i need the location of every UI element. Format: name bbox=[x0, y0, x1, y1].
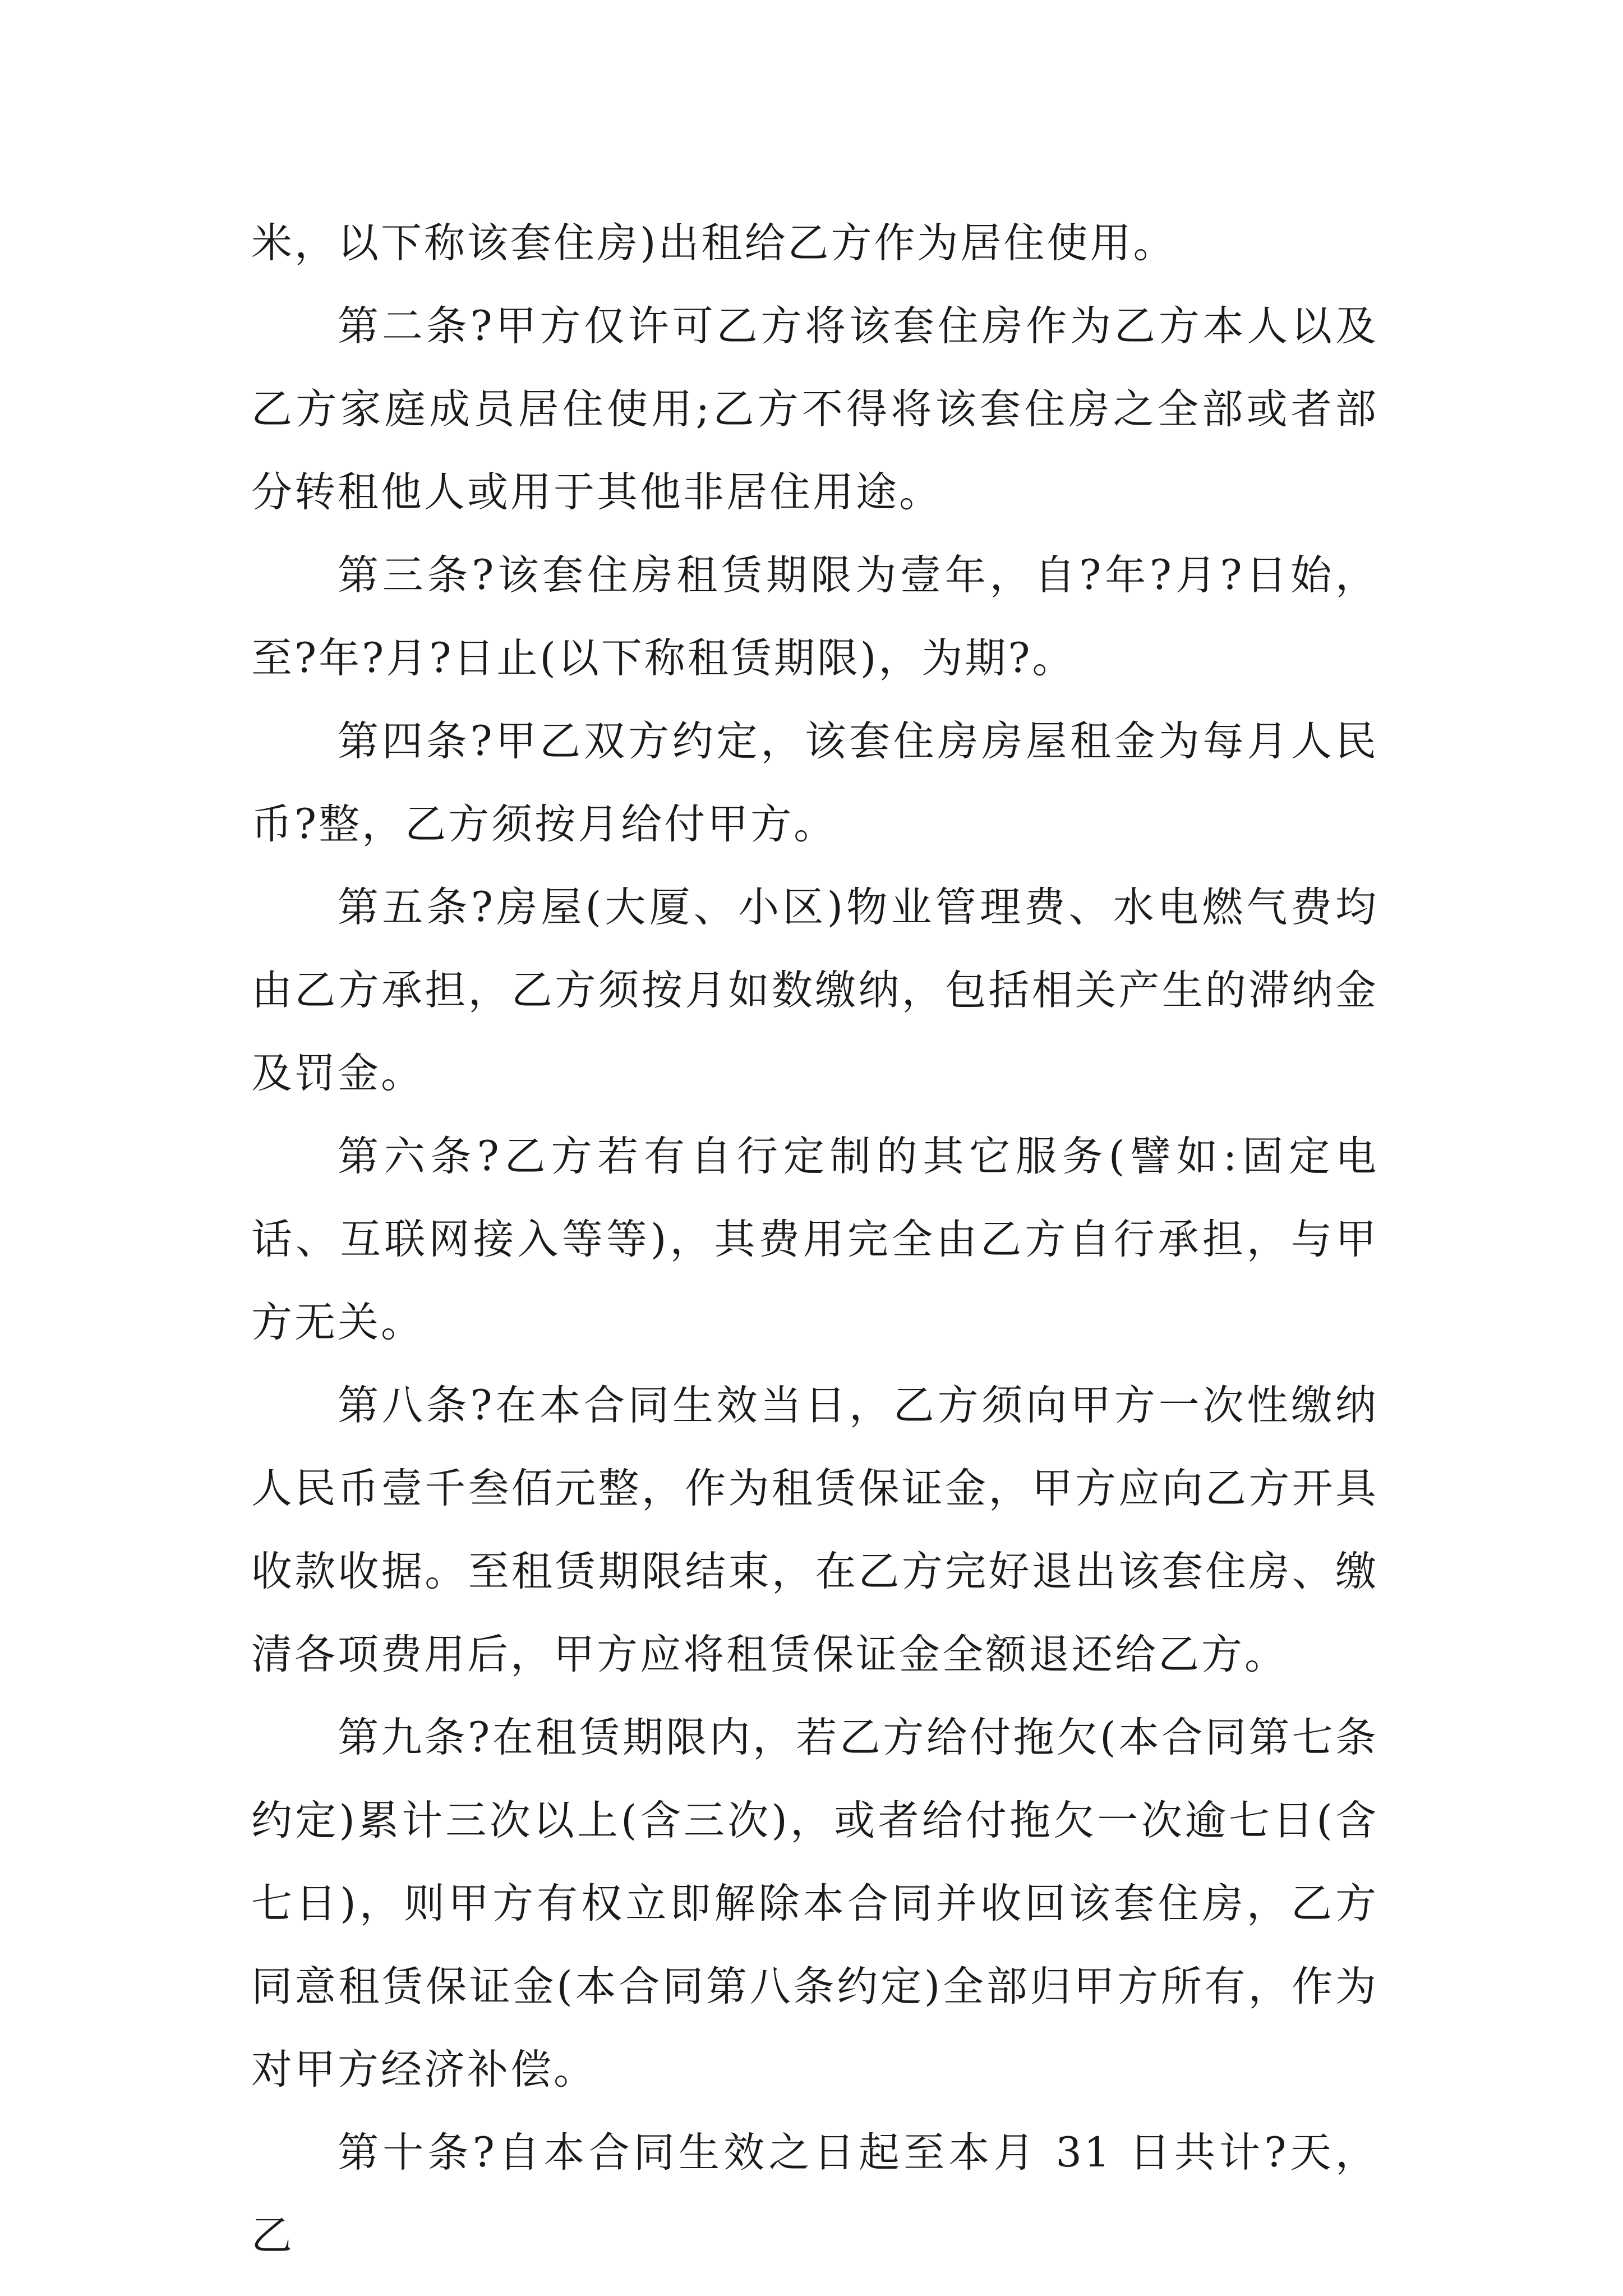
paragraph-article-10: 第十条?自本合同生效之日起至本月 31 日共计?天，乙 bbox=[251, 2129, 1378, 2260]
paragraph-article-8: 第八条?在本合同生效当日，乙方须向甲方一次性缴纳人民币壹千叁佰元整，作为租赁保证金，甲方应向乙方开具收款收据。至租赁期限结束，在乙方完好退出该套住房、缴清各项费用后，甲方应将租赁保证金全额退还给乙方。 bbox=[251, 1382, 1378, 1678]
paragraph-article-9: 第九条?在租赁期限内，若乙方给付拖欠(本合同第七条约定)累计三次以上(含三次)，或者给付拖欠一次逾七日(含七日)，则甲方有权立即解除本合同并收回该套住房，乙方同意租赁保证金(本合同第八条约定)全部归甲方所有，作为对甲方经济补偿。 bbox=[251, 1714, 1378, 2093]
paragraph-article-2: 第二条?甲方仅许可乙方将该套住房作为乙方本人以及乙方家庭成员居住使用;乙方不得将该套住房之全部或者部分转租他人或用于其他非居住用途。 bbox=[251, 302, 1378, 516]
paragraph-article-5: 第五条?房屋(大厦、小区)物业管理费、水电燃气费均由乙方承担，乙方须按月如数缴纳，包括相关产生的滞纳金及罚金。 bbox=[251, 884, 1378, 1097]
paragraph-article-4: 第四条?甲乙双方约定，该套住房房屋租金为每月人民币?整，乙方须按月给付甲方。 bbox=[251, 717, 1378, 848]
paragraph-article-6: 第六条?乙方若有自行定制的其它服务(譬如:固定电话、互联网接入等等)，其费用完全由乙方自行承担，与甲方无关。 bbox=[251, 1133, 1378, 1346]
document-body bbox=[251, 202, 1378, 2277]
paragraph-article-3: 第三条?该套住房租赁期限为壹年，自?年?月?日始，至?年?月?日止(以下称租赁期限)，为期?。 bbox=[251, 551, 1378, 682]
paragraph-continuation: 米，以下称该套住房)出租给乙方作为居住使用。 bbox=[251, 219, 1177, 267]
